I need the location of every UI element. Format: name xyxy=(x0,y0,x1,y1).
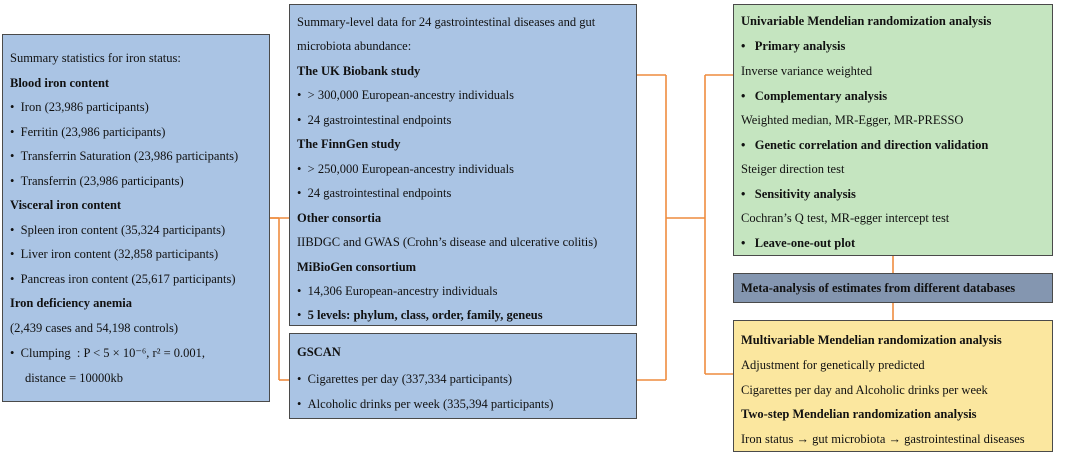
sensitivity-analysis-detail: Cochran’s Q test, MR-egger intercept test xyxy=(741,211,950,225)
meta-analysis-title: Meta-analysis of estimates from different databases xyxy=(741,281,1016,295)
blood-iron-heading: Blood iron content xyxy=(10,76,110,90)
multivariable-adjustment: Adjustment for genetically predicted xyxy=(741,358,925,372)
mibiogen-heading: MiBioGen consortium xyxy=(297,260,417,274)
visceral-iron-heading: Visceral iron content xyxy=(10,198,122,212)
multivariable-covariates: Cigarettes per day and Alcoholic drinks per week xyxy=(741,383,988,397)
genetic-correlation-detail: Steiger direction test xyxy=(741,162,845,176)
mibiogen-item-levels: • 5 levels: phylum, class, order, family, geneus xyxy=(297,308,543,322)
blood-item-ferritin: • Ferritin (23,986 participants) xyxy=(10,125,166,139)
mibiogen-item-individuals: • 14,306 European-ancestry individuals xyxy=(297,284,498,298)
clumping-line: • Clumping : P < 5 × 10⁻⁶, r² = 0.001, xyxy=(10,346,205,360)
primary-analysis-detail: Inverse variance weighted xyxy=(741,64,873,78)
multivariable-mr-box xyxy=(733,320,1053,452)
summary-title-line2: microbiota abundance: xyxy=(297,39,412,53)
other-consortia-heading: Other consortia xyxy=(297,211,382,225)
blood-item-transferrin-saturation: • Transferrin Saturation (23,986 participants) xyxy=(10,149,239,163)
summary-title-line1: Summary-level data for 24 gastrointestinal diseases and gut xyxy=(297,15,596,29)
ukb-item-endpoints: • 24 gastrointestinal endpoints xyxy=(297,113,452,127)
leave-one-out-heading: • Leave-one-out plot xyxy=(741,236,856,250)
two-step-detail: Iron status → gut microbiota → gastrointestinal diseases xyxy=(741,432,1025,446)
complementary-analysis-detail: Weighted median, MR-Egger, MR-PRESSO xyxy=(741,113,964,127)
finngen-heading: The FinnGen study xyxy=(297,137,401,151)
genetic-correlation-heading: • Genetic correlation and direction validation xyxy=(741,138,989,152)
multivariable-title: Multivariable Mendelian randomization analysis xyxy=(741,333,1002,347)
gscan-item-alcohol: • Alcoholic drinks per week (335,394 participants) xyxy=(297,397,554,411)
anemia-detail: (2,439 cases and 54,198 controls) xyxy=(10,321,179,335)
gscan-heading: GSCAN xyxy=(297,345,341,359)
two-step-heading: Two-step Mendelian randomization analysis xyxy=(741,407,977,421)
anemia-heading: Iron deficiency anemia xyxy=(10,296,132,310)
visceral-item-liver: • Liver iron content (32,858 participants) xyxy=(10,247,219,261)
blood-item-transferrin: • Transferrin (23,986 participants) xyxy=(10,174,184,188)
gscan-box xyxy=(289,333,637,419)
visceral-item-pancreas: • Pancreas iron content (25,617 participants) xyxy=(10,272,236,286)
summary-data-box xyxy=(289,4,637,326)
univariable-mr-box xyxy=(733,4,1053,256)
finngen-item-individuals: • > 250,000 European-ancestry individuals xyxy=(297,162,514,176)
iron-status-box xyxy=(2,34,270,402)
meta-analysis-box xyxy=(733,273,1053,303)
gscan-item-cigarettes: • Cigarettes per day (337,334 participants) xyxy=(297,372,513,386)
other-consortia-detail: IIBDGC and GWAS (Crohn’s disease and ulcerative colitis) xyxy=(297,235,598,249)
sensitivity-analysis-heading: • Sensitivity analysis xyxy=(741,187,856,201)
blood-item-iron: • Iron (23,986 participants) xyxy=(10,100,149,114)
visceral-item-spleen: • Spleen iron content (35,324 participants) xyxy=(10,223,226,237)
univariable-title: Univariable Mendelian randomization analysis xyxy=(741,14,992,28)
finngen-item-endpoints: • 24 gastrointestinal endpoints xyxy=(297,186,452,200)
primary-analysis-heading: • Primary analysis xyxy=(741,39,846,53)
ukb-heading: The UK Biobank study xyxy=(297,64,421,78)
ukb-item-individuals: • > 300,000 European-ancestry individuals xyxy=(297,88,514,102)
clumping-distance: distance = 10000kb xyxy=(25,371,124,385)
iron-status-title: Summary statistics for iron status: xyxy=(10,51,181,65)
complementary-analysis-heading: • Complementary analysis xyxy=(741,89,888,103)
